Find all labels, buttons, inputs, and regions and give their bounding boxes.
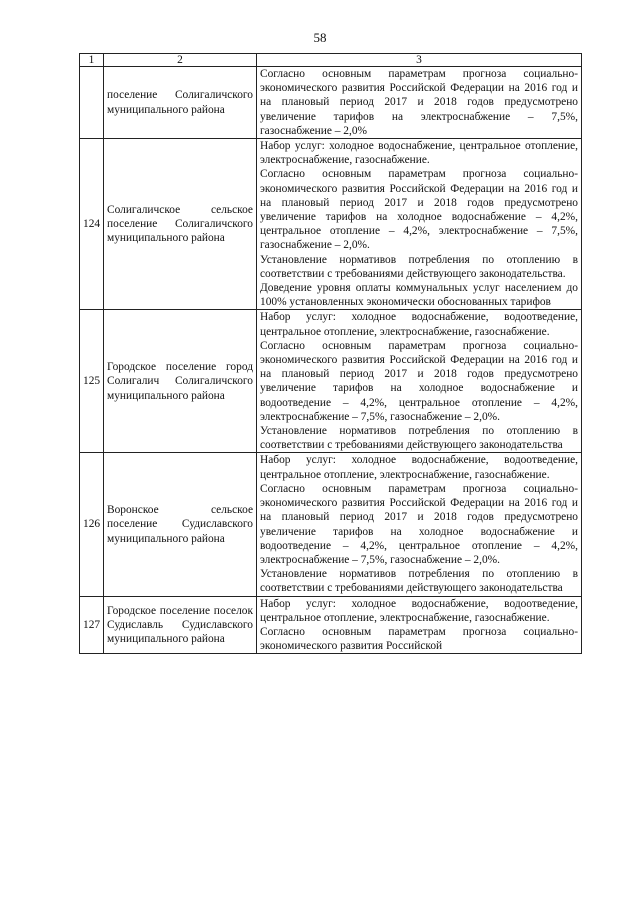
- description-paragraph: Установление нормативов потребления по отоплению в соответствии с требованиями действующего законодательства: [260, 425, 578, 452]
- row-number-cell: 125: [80, 310, 104, 453]
- table-row: [80, 310, 582, 453]
- settlement-name-cell: Солигаличское сельское поселение Солигаличского муниципального района: [104, 139, 257, 310]
- page-number: 58: [313, 30, 327, 45]
- row-number-cell: [80, 67, 104, 139]
- table-header-row: [80, 54, 582, 67]
- table-row: [80, 139, 582, 310]
- document-table: [79, 53, 582, 654]
- description-cell: [257, 67, 582, 139]
- description-paragraph: Согласно основным параметрам прогноза социально-экономического развития Российской Федерации на 2016 год и на плановый период 2017 и 2018 годов предусмотрено увеличение тарифов на холодное водоснабжение и водоотведение – 4,2%, центральное отопление – 4,2%, электроснабжение – 7,5%, газоснабжение – 2,0%.: [260, 482, 578, 566]
- settlement-name-cell: Городское поселение город Солигалич Солигаличского муниципального района: [104, 310, 257, 453]
- description-paragraph: Набор услуг: холодное водоснабжение, водоотведение, центральное отопление, электроснабжение, газоснабжение.: [260, 311, 578, 338]
- column-header: 3: [257, 54, 582, 67]
- row-number-cell: 124: [80, 139, 104, 310]
- description-paragraph: Согласно основным параметрам прогноза социально-экономического развития Российской Федерации на 2016 год и на плановый период 2017 и 2018 годов предусмотрено увеличение тарифов на электроснабжение – 7,5%, газоснабжение – 2,0%: [260, 68, 578, 137]
- table-row: [80, 453, 582, 596]
- description-paragraph: Согласно основным параметрам прогноза социально-экономического развития Российской Федерации на 2016 год и на плановый период 2017 и 2018 годов предусмотрено увеличение тарифов на холодное водоснабжение – 4,2%, центральное отопление – 4,2%, электроснабжение – 7,5%, газоснабжение – 2,0%.: [260, 168, 578, 252]
- description-paragraph: Набор услуг: холодное водоснабжение, водоотведение, центральное отопление, электроснабжение, газоснабжение.: [260, 454, 578, 481]
- description-cell: [257, 139, 582, 310]
- description-paragraph: Доведение уровня оплаты коммунальных услуг населением до 100% установленных экономически обоснованных тарифов: [260, 282, 578, 309]
- description-paragraph: Набор услуг: холодное водоснабжение, водоотведение, центральное отопление, электроснабжение, газоснабжение.: [260, 597, 578, 624]
- description-cell: [257, 596, 582, 654]
- description-paragraph: Согласно основным параметрам прогноза социально-экономического развития Российской Федерации на 2016 год и на плановый период 2017 и 2018 годов предусмотрено увеличение тарифов на холодное водоснабжение и водоотведение – 4,2%, центральное отопление – 4,2%, электроснабжение – 7,5%, газоснабжение – 2,0%.: [260, 339, 578, 423]
- description-paragraph: Набор услуг: холодное водоснабжение, центральное отопление, электроснабжение, газоснабжение.: [260, 140, 578, 167]
- column-header: 2: [104, 54, 257, 67]
- description-paragraph: Согласно основным параметрам прогноза социально-экономического развития Российской: [260, 625, 578, 653]
- table-row-continuation: [80, 67, 582, 139]
- description-paragraph: Установление нормативов потребления по отоплению в соответствии с требованиями действующего законодательства.: [260, 253, 578, 280]
- settlement-name-cell: поселение Солигаличского муниципального района: [104, 67, 257, 139]
- settlement-name-cell: Воронское сельское поселение Судиславского муниципального района: [104, 453, 257, 596]
- settlement-name-cell: Городское поселение поселок Судиславль Судиславского муниципального района: [104, 596, 257, 654]
- description-cell: [257, 310, 582, 453]
- row-number-cell: 127: [80, 596, 104, 654]
- description-cell: [257, 453, 582, 596]
- column-header: 1: [80, 54, 104, 67]
- row-number-cell: 126: [80, 453, 104, 596]
- table-row: [80, 596, 582, 654]
- description-paragraph: Установление нормативов потребления по отоплению в соответствии с требованиями действующего законодательства: [260, 568, 578, 595]
